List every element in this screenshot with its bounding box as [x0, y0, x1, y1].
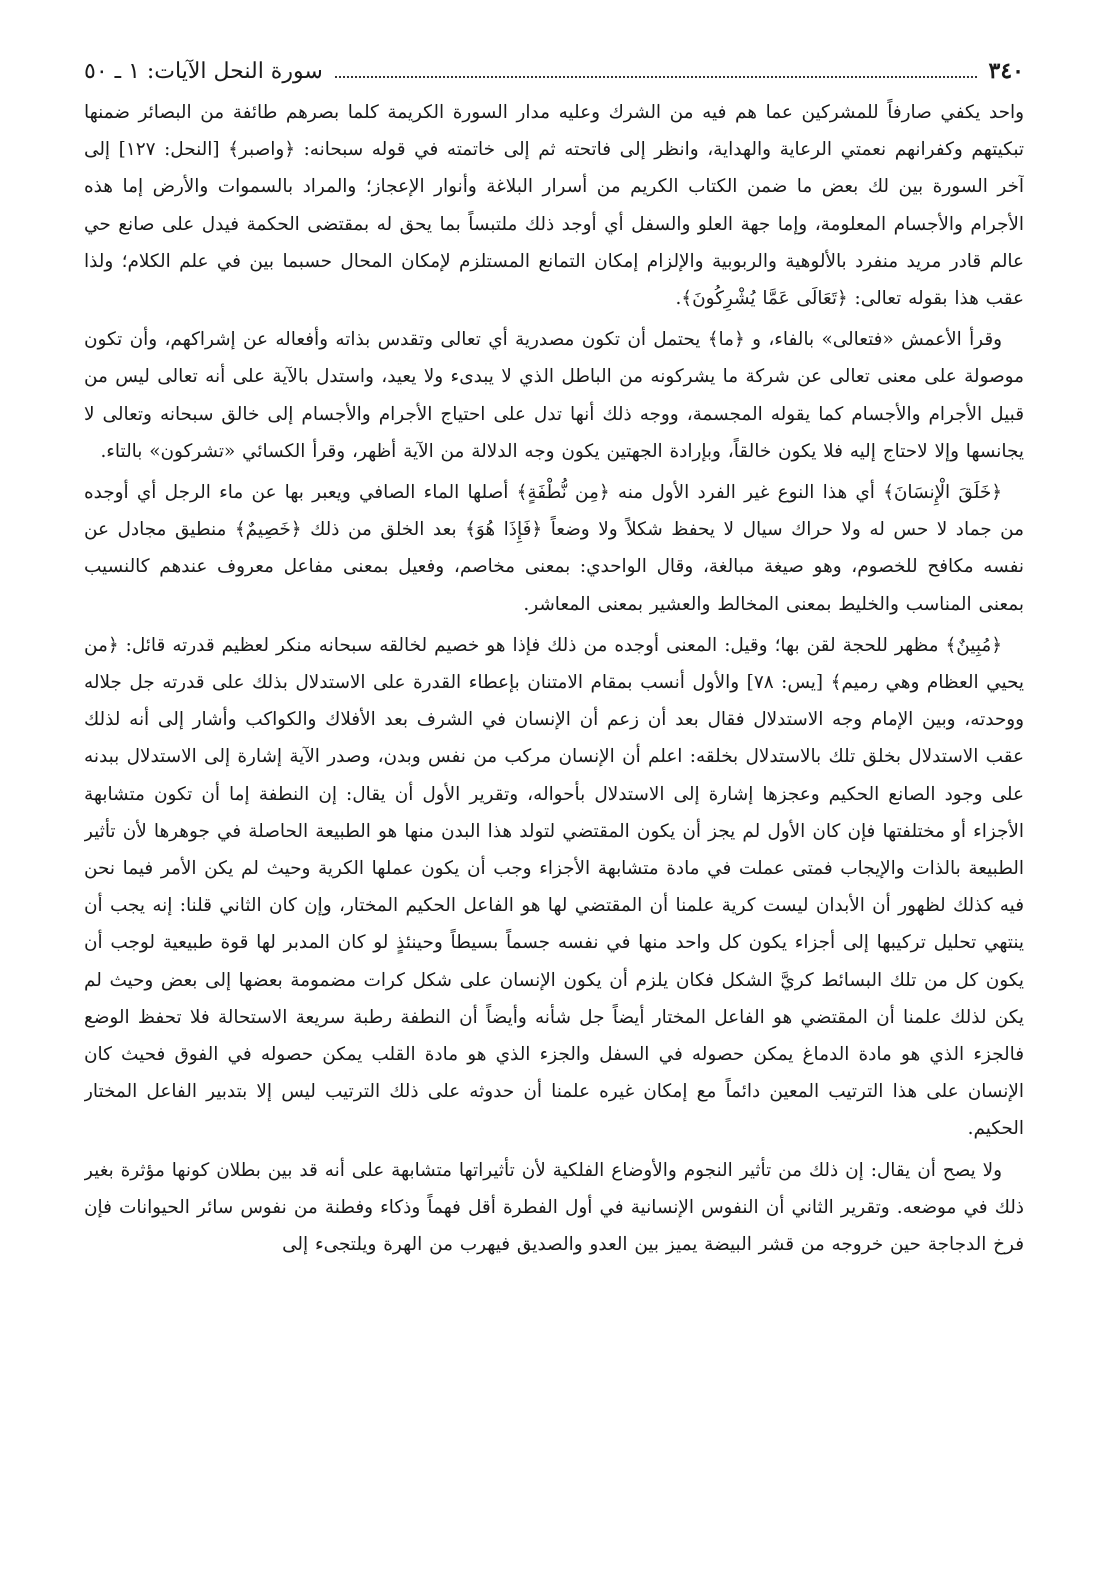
- paragraph-1: واحد يكفي صارفاً للمشركين عما هم فيه من الشرك وعليه مدار السورة الكريمة كلما بصرهم طائفة من البصائر ضمنها تبكيتهم وكفرانهم نعمتي الرعاية والهداية، وانظر إلى فاتحته ثم إلى خاتمته في قوله سبحانه: ﴿واصبر﴾ [النحل: ١٢٧] إلى آخر السورة بين لك بعض ما ضمن الكتاب الكريم من أسرار البلاغة وأنوار الإعجاز؛ والمراد بالسموات والأرض إما هذه الأجرام والأجسام المعلومة، وإما جهة العلو والسفل أي أوجد ذلك ملتبساً بما يحق له بمقتضى الحكمة فيدل على صانع حي عالم قادر مريد منفرد بالألوهية والربوبية والإلزام إمكان التمانع المستلزم لإمكان المحال حسبما بين في علم الكلام؛ ولذا عقب هذا بقوله تعالى: ﴿تَعَالَى عَمَّا يُشْرِكُونَ﴾.: [84, 102, 1024, 310]
- paragraph-3: ﴿خَلَقَ الْإِنسَانَ﴾ أي هذا النوع غير الفرد الأول منه ﴿مِن نُّطْفَةٍ﴾ أصلها الماء الصافي ويعبر بها عن ماء الرجل أي أوجده من جماد لا حس له ولا حراك سيال لا يحفظ شكلاً ولا وضعاً ﴿فَإِذَا هُوَ﴾ بعد الخلق من ذلك ﴿خَصِيمٌ﴾ منطيق مجادل عن نفسه مكافح للخصوم، وهو صيغة مبالغة، وقال الواحدي: بمعنى مخاصم، وفعيل بمعنى مفاعل معروف عندهم كالنسيب بمعنى المناسب والخليط بمعنى المخالط والعشير بمعنى المعاشر.: [84, 482, 1024, 615]
- header-dotted-leader: [335, 52, 977, 78]
- book-page: [84, 52, 1024, 1542]
- page-number: ٣٤٠: [988, 58, 1024, 84]
- paragraph-2: وقرأ الأعمش «فتعالى» بالفاء، و ﴿ما﴾ يحتمل أن تكون مصدرية أي تعالى وتقدس بذاته وأفعاله عن إشراكهم، وأن تكون موصولة على معنى تعالى عن شركة ما يشركونه من الباطل الذي لا يبدىء ولا يعيد، واستدل بالآية على أنه تعالى ليس من قبيل الأجرام والأجسام كما يقوله المجسمة، ووجه ذلك أنها تدل على احتياج الأجرام والأجسام إلى خالق سبحانه وتعالى لا يجانسها وإلا لاحتاج إليه فلا يكون خالقاً، وبإرادة الجهتين يكون وجه الدلالة من الآية أظهر، وقرأ الكسائي «تشركون» بالتاء.: [84, 329, 1024, 462]
- paragraph-5: ولا يصح أن يقال: إن ذلك من تأثير النجوم والأوضاع الفلكية لأن تأثيراتها متشابهة على أنه قد بين بطلان كونها مؤثرة بغير ذلك في موضعه. وتقرير الثاني أن النفوس الإنسانية في أول الفطرة أقل فهماً وذكاء وفطنة من نفوس سائر الحيوانات فإن فرخ الدجاجة حين خروجه من قشر البيضة يميز بين العدو والصديق فيهرب من الهرة ويلتجىء إلى: [84, 1159, 1024, 1256]
- surah-title: سورة النحل الآيات: ١ ـ ٥٠: [84, 59, 323, 84]
- running-header: [84, 52, 1024, 88]
- paragraph-4: ﴿مُبِينٌ﴾ مظهر للحجة لقن بها؛ وقيل: المعنى أوجده من ذلك فإذا هو خصيم لخالقه سبحانه منكر لعظيم قدرته قائل: ﴿من يحيي العظام وهي رميم﴾ [يس: ٧٨] والأول أنسب بمقام الامتنان بإعطاء القدرة على الاستدلال بذلك على قدرته جل جلاله ووحدته، وبين الإمام وجه الاستدلال فقال بعد أن زعم أن الإنسان في الشرف بعد الأفلاك والكواكب وأشار إلى أنه لذلك عقب الاستدلال بخلق تلك بالاستدلال بخلقه: اعلم أن الإنسان مركب من نفس وبدن، وصدر الآية إشارة إلى الاستدلال ببدنه على وجود الصانع الحكيم وعجزها إشارة إلى الاستدلال بأحواله، وتقرير الأول أن يقال: إن النطفة إما أن تكون متشابهة الأجزاء أو مختلفتها فإن كان الأول لم يجز أن يكون المقتضي لتولد هذا البدن منها هو الطبيعة الحاصلة في جوهرها لأن تأثير الطبيعة بالذات والإيجاب فمتى عملت في مادة متشابهة الأجزاء وجب أن يكون عملها الكرية وحيث لم يكن الأمر فيما نحن فيه كذلك لظهور أن الأبدان ليست كرية علمنا أن المقتضي لها هو الفاعل الحكيم المختار، وإن كان الثاني قلنا: إنه يجب أن ينتهي تحليل تركيبها إلى أجزاء يكون كل واحد منها في نفسه جسماً بسيطاً وحينئذٍ لو كان المدبر لها قوة طبيعية لوجب أن يكون كل من تلك البسائط كريَّ الشكل فكان يلزم أن يكون الإنسان على شكل كرات مضمومة بعضها إلى بعض وحيث لم يكن لذلك علمنا أن المقتضي هو الفاعل المختار أيضاً جل شأنه وأيضاً أن النطفة رطبة سريعة الاستحالة فلا تحفظ الوضع فالجزء الذي هو مادة الدماغ يمكن حصوله في السفل والجزء الذي هو مادة القلب يمكن حصوله في الفوق فحيث كان الإنسان على هذا الترتيب المعين دائماً مع إمكان غيره علمنا أن حدوثه على ذلك الترتيب ليس إلا بتدبير الفاعل المختار الحكيم.: [84, 634, 1024, 1140]
